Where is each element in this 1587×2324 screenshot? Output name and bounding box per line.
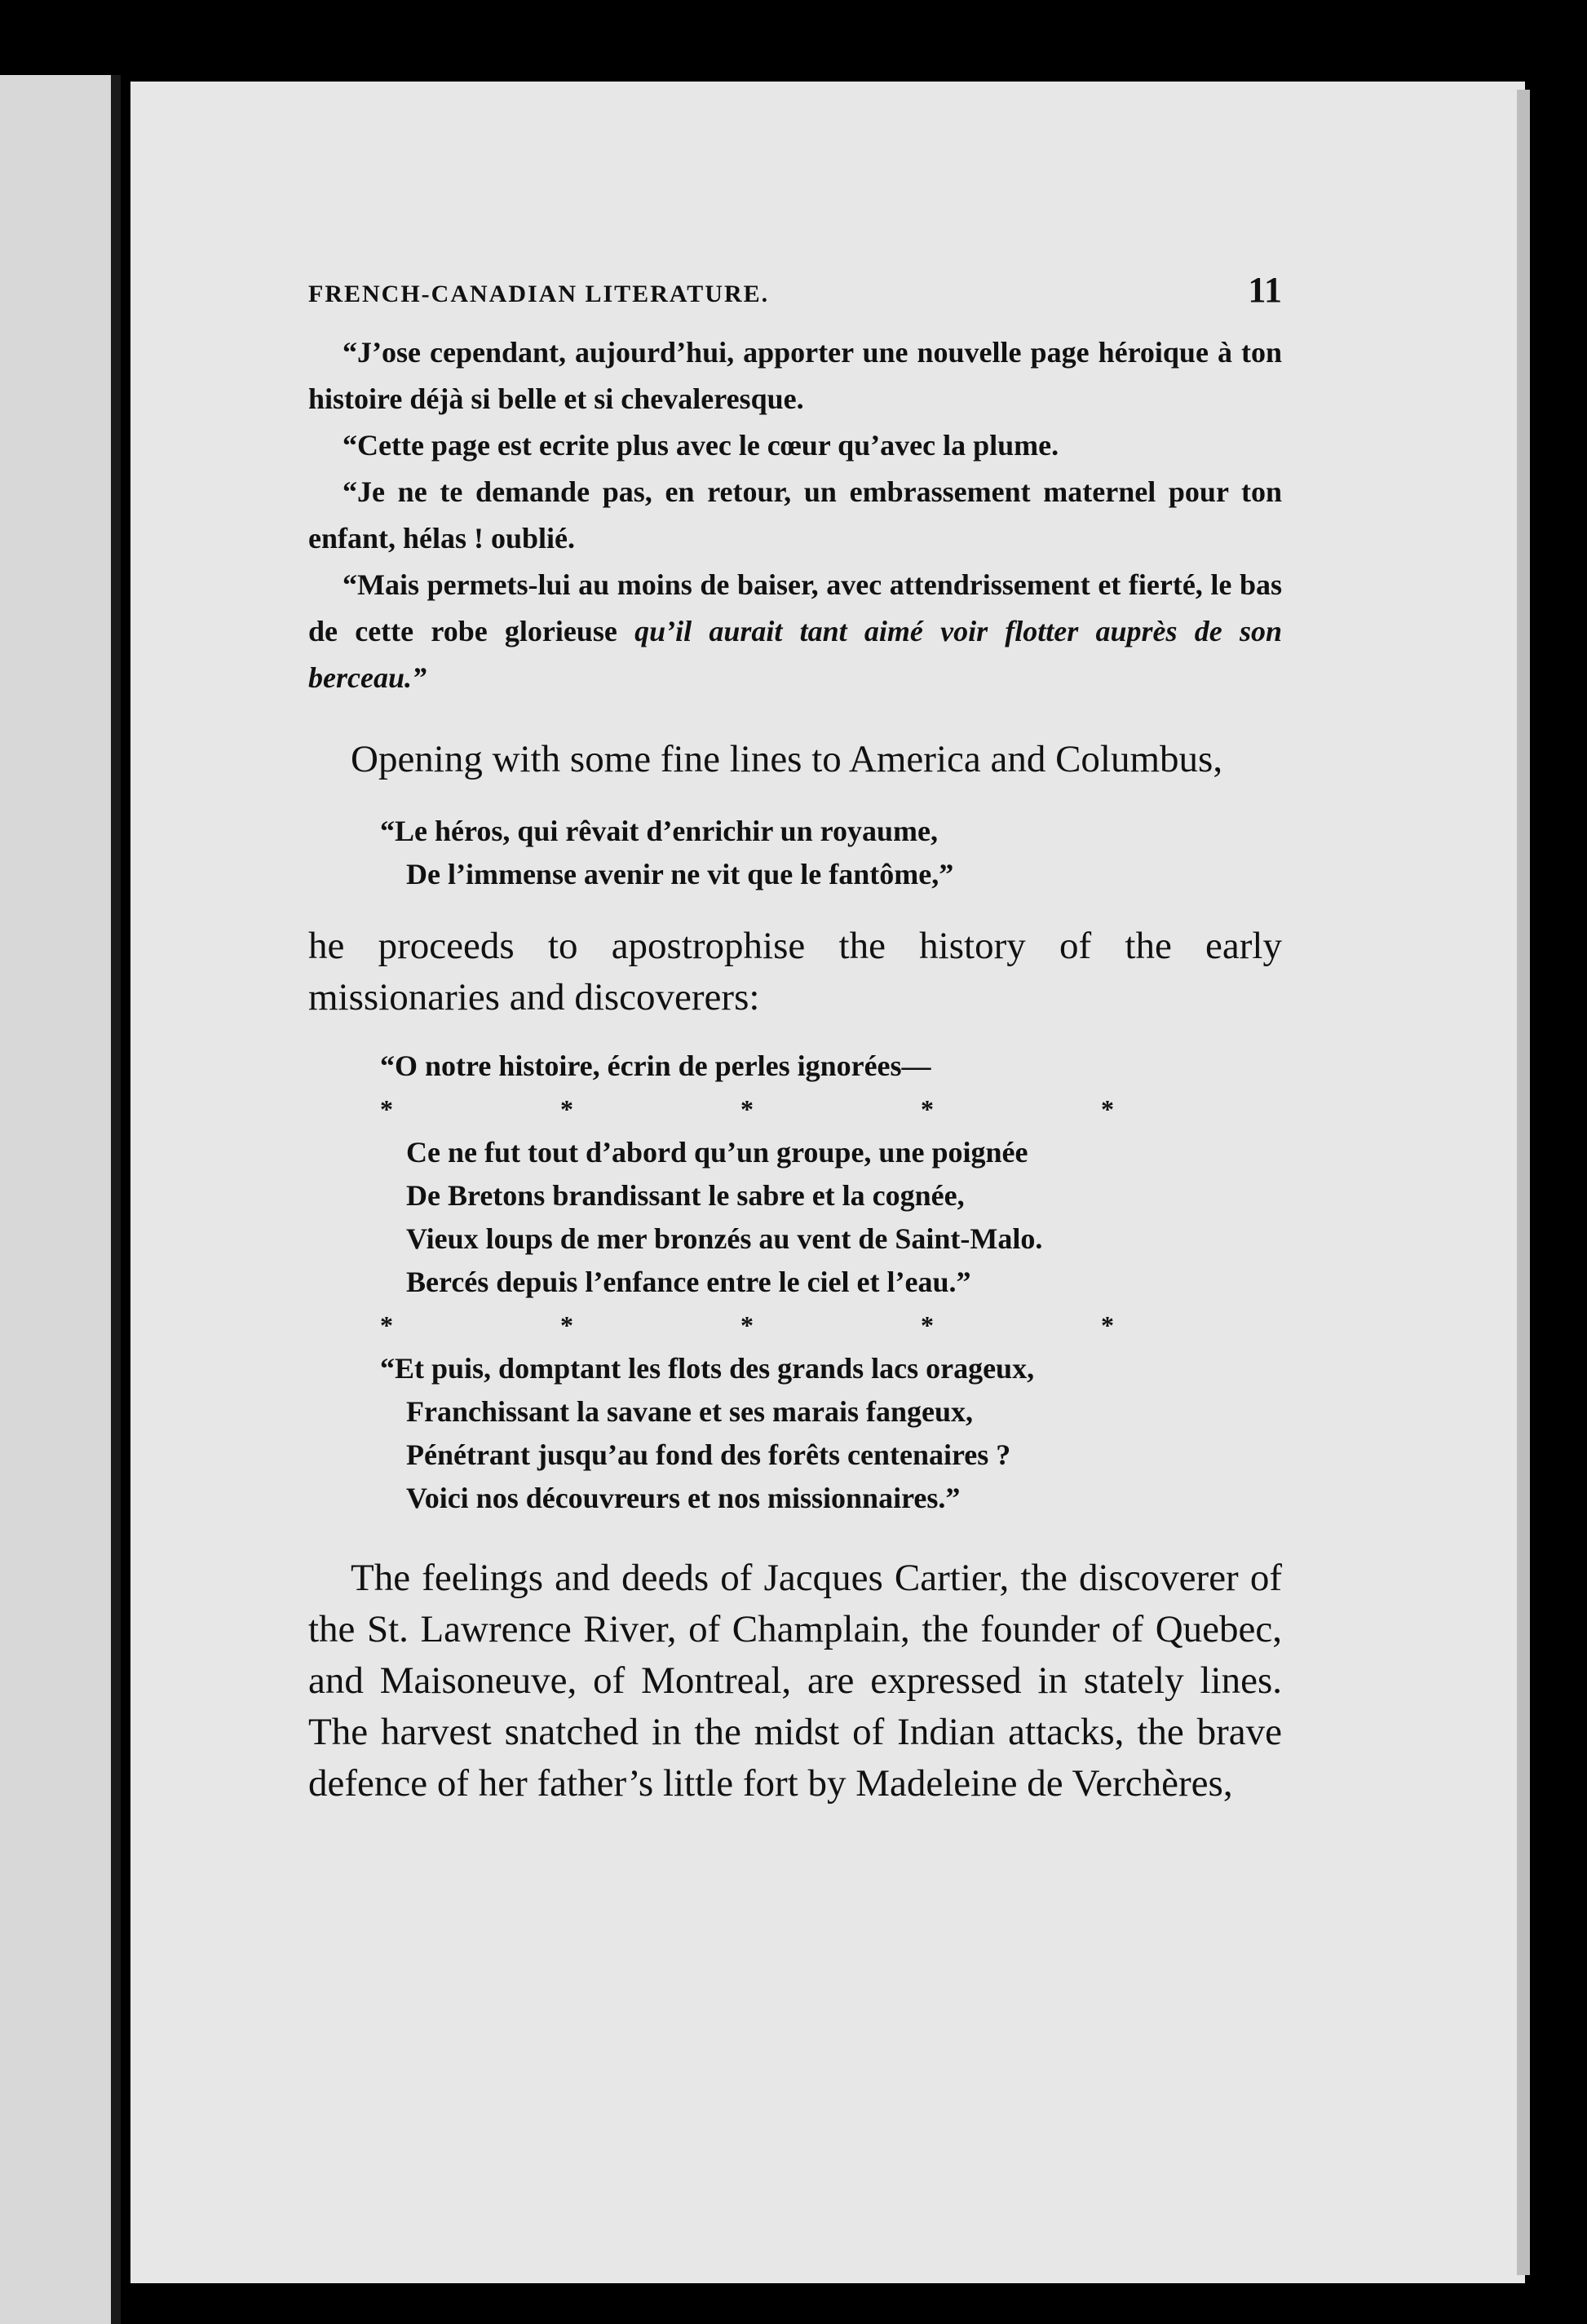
verse-line: Ce ne fut tout d’abord qu’un groupe, une poignée — [406, 1136, 1028, 1169]
body-paragraph: Opening with some fine lines to America and Columbus, — [351, 738, 1223, 780]
verse-block — [380, 1131, 1282, 1304]
verse-line: De l’immense avenir ne vit que le fantôme,” — [406, 858, 954, 890]
letter-paragraph: “J’ose cependant, aujourd’hui, apporter une nouvelle page héroique à ton histoire déjà si belle et si chevaleresque. — [308, 336, 1282, 415]
letter-paragraph — [308, 562, 1282, 701]
letter-italic-text: qu’il aurait tant aimé voir flotter auprès de son berceau.” — [308, 615, 1282, 694]
star: * — [921, 1310, 934, 1340]
verse-line: “Le héros, qui rêvait d’enrichir un royaume, — [380, 815, 938, 847]
star: * — [560, 1094, 573, 1124]
star: * — [740, 1094, 754, 1124]
running-head: FRENCH-CANADIAN LITERATURE. — [308, 281, 770, 307]
body-paragraph: he proceeds to apostrophise the history of the early missionaries and discoverers: — [308, 925, 1282, 1018]
star-separator — [380, 1088, 1114, 1131]
letter-text: “Mais permets-lui au moins de baiser, avec attendrissement et fierté, le bas de cette robe glorieuse — [308, 568, 1282, 647]
verse-line: De Bretons brandissant le sabre et la cognée, — [406, 1179, 965, 1212]
star: * — [1101, 1310, 1114, 1340]
verse-line: “O notre histoire, écrin de perles ignorées— — [380, 1049, 931, 1082]
verse-block — [380, 810, 1282, 896]
verse-line: Pénétrant jusqu’au fond des forêts centenaires ? — [406, 1438, 1011, 1471]
verse-line: Franchissant la savane et ses marais fangeux, — [406, 1395, 973, 1428]
quoted-letter — [308, 329, 1282, 701]
star: * — [740, 1310, 754, 1340]
verse-line: Voici nos découvreurs et nos missionnaires.” — [406, 1482, 961, 1514]
star: * — [560, 1310, 573, 1340]
body-paragraph: The feelings and deeds of Jacques Cartier, the discoverer of the St. Lawrence River, of Champlain, the founder of Quebec, and Maisoneuve, of Montreal, are expressed in stately lines. The harvest snatched in the midst of Indian attacks, the brave defence of her father’s little fort by Madeleine de Verchères, — [308, 1557, 1282, 1805]
page-edge-shadow — [1517, 90, 1530, 2275]
star-separator — [380, 1304, 1114, 1347]
page-number: 11 — [1248, 270, 1282, 310]
page-content — [308, 269, 1282, 1809]
verse-block — [380, 1347, 1282, 1520]
verse-block — [380, 1045, 1282, 1088]
verse-line: “Et puis, domptant les flots des grands lacs orageux, — [380, 1352, 1035, 1385]
star: * — [921, 1094, 934, 1124]
letter-paragraph: “Je ne te demande pas, en retour, un embrassement maternel pour ton enfant, hélas ! oublié. — [308, 475, 1282, 554]
star: * — [380, 1310, 393, 1340]
star: * — [1101, 1094, 1114, 1124]
page-header — [308, 269, 1282, 321]
facing-page-edge — [0, 75, 121, 2324]
book-gutter — [111, 75, 121, 2324]
letter-paragraph: “Cette page est ecrite plus avec le cœur qu’avec la plume. — [343, 429, 1059, 462]
verse-line: Vieux loups de mer bronzés au vent de Saint-Malo. — [406, 1222, 1043, 1255]
star: * — [380, 1094, 393, 1124]
verse-line: Bercés depuis l’enfance entre le ciel et l’eau.” — [406, 1266, 971, 1298]
